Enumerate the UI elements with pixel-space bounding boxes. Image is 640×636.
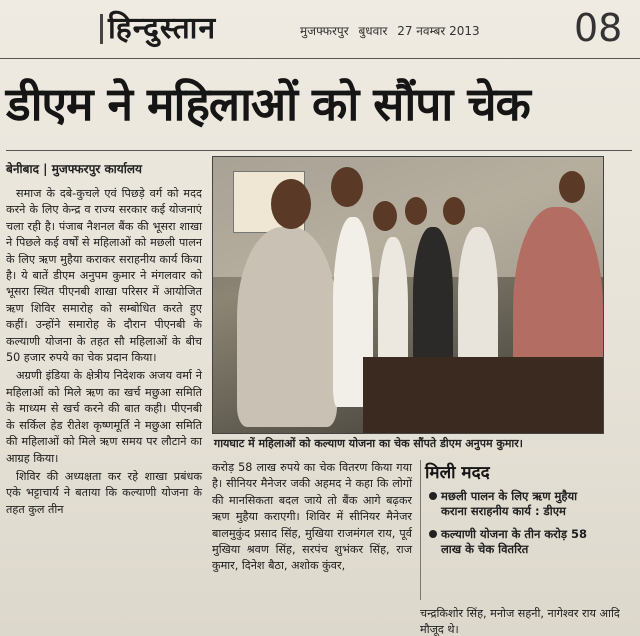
photo-person-head — [373, 201, 397, 231]
masthead — [0, 0, 640, 60]
photo-person-head — [271, 179, 311, 229]
photo-person — [413, 227, 453, 377]
photo-person-head — [405, 197, 427, 225]
paragraph: शिविर की अध्यक्षता कर रहे शाखा प्रबंधक एके भट्टाचार्य ने बताया कि कल्याणी योजना के तहत कुल तीन — [6, 469, 202, 516]
masthead-rule — [0, 58, 640, 59]
highlights-title: मिली मदद — [425, 463, 490, 483]
highlight-item: मछली पालन के लिए ऋण मुहैया कराना सराहनीय कार्य : डीएम — [427, 489, 601, 519]
highlights-box — [420, 460, 601, 600]
photo-person-head — [331, 167, 363, 207]
dateline-day: बुधवार — [358, 24, 388, 38]
photo-caption: गायघाट में महिलाओं को कल्याण योजना का चेक सौंपते डीएम अनुपम कुमार। — [214, 437, 523, 450]
newspaper-brand: हिन्दुस्तान — [108, 11, 217, 46]
photo-person-head — [443, 197, 465, 225]
dateline — [300, 22, 486, 39]
article-column-1 — [6, 186, 202, 520]
photo-person — [458, 227, 498, 377]
news-photo — [212, 156, 604, 434]
dateline-date: 27 नवम्बर 2013 — [397, 24, 480, 38]
article-column-3-tail: चन्द्रकिशोर सिंह, मनोज सहनी, नागेश्वर राय आदि मौजूद थे। — [420, 607, 620, 636]
article-column-2 — [212, 460, 412, 575]
highlights-list — [421, 489, 601, 557]
paragraph: अग्रणी इंडिया के क्षेत्रीय निदेशक अजय वर्मा ने महिलाओं को मिले ऋण का खर्च मछुआ समिति के माध्यम से खर्च करने की बात कही। पीएनबी के सर्किल हेड रीतेश कृष्णमूर्ति ने मछुआ समिति की महिलाओं को मिले ऋण समय पर लौटाने का आग्रह किया। — [6, 369, 202, 465]
paragraph: करोड़ 58 लाख रुपये का चेक वितरण किया गया है। सीनियर मैनेजर जकी अहमद ने कहा कि लोगों की मानसिकता बदल जाये तो बैंक आगे बढ़कर ऋण मुहैया कराएगी। शिविर में सीनियर मैनेजर बालमुकुंद प्रसाद सिंह, मुखिया राजमंगल राय, पूर्व मुखिया श्रवण सिंह, सरपंच शुभंकर सिंह, राज कुमार, दिनेश बैठा, अशोक कुंवर, — [212, 461, 412, 573]
article-byline: बेनीबाद | मुजफ्फरपुर कार्यालय — [6, 162, 142, 176]
article-headline: डीएम ने महिलाओं को सौंपा चेक — [6, 77, 530, 131]
photo-person-dm — [237, 227, 337, 427]
paragraph: समाज के दबे-कुचले एवं पिछड़े वर्ग को मदद करने के लिए केन्द्र व राज्य सरकार कई योजनाएं चला रही है। पंजाब नैशनल बैंक की भूसरा शाखा ने पिछले कई वर्षों से महिलाओं को मछली पालन के लिए ऋण मुहैया कराकर सराहनीय कार्य किया है। ये बातें डीएम अनुपम कुमार ने मंगलवार को भूसरा स्थित पीएनबी शाखा परिसर में आयोजित ऋण शिविर समारोह को सम्बोधित करते हुए कहीं। उन्होंने समारोह के दौरान पीएनबी के कल्याणी योजना के तहत सौ महिलाओं के बीच 50 हजार रुपये का चेक प्रदान किया। — [6, 187, 202, 365]
masthead-divider — [100, 14, 103, 44]
page-number: 08 — [574, 6, 623, 50]
photo-person-head — [559, 171, 585, 203]
photo-table — [363, 357, 603, 433]
highlight-item: कल्याणी योजना के तीन करोड़ 58 लाख के चेक वितरित — [427, 527, 601, 557]
dateline-city: मुजफ्फरपुर — [300, 24, 349, 38]
headline-rule — [6, 150, 632, 151]
